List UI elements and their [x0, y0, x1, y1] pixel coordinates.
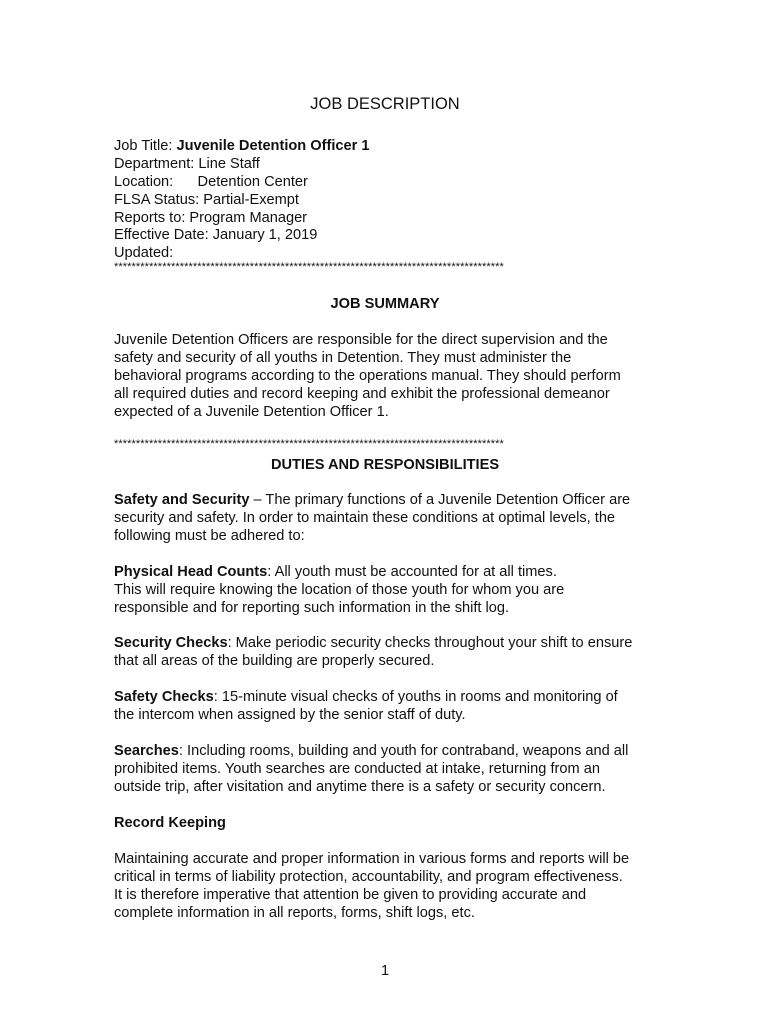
summary-line: Juvenile Detention Officers are responsible for the direct supervision and the: [114, 332, 608, 348]
job-header-block: [114, 137, 674, 262]
location-line: Location: Detention Center: [114, 173, 308, 190]
record-keeping-line: Maintaining accurate and proper information in various forms and reports will be: [114, 851, 630, 867]
safety-checks-line: [114, 688, 674, 706]
record-keeping-heading: Record Keeping: [114, 815, 226, 831]
reports-to-line: Reports to: Program Manager: [114, 209, 308, 226]
searches-label: Searches: [114, 743, 179, 759]
safety-security-line: [114, 491, 674, 509]
department-line: Department: Line Staff: [114, 155, 260, 172]
searches-line: [114, 742, 674, 760]
security-checks-label: Security Checks: [114, 635, 228, 651]
job-title-line: [114, 137, 674, 155]
head-counts-line: responsible and for reporting such information in the shift log.: [114, 600, 510, 616]
page-number: 1: [380, 963, 390, 979]
updated-line: Updated:: [114, 245, 174, 262]
job-title-label: Job Title:: [114, 138, 177, 154]
summary-line: safety and security of all youths in Detention. They must administer the: [114, 350, 572, 366]
searches-line: prohibited items. Youth searches are conducted at intake, returning from an: [114, 761, 600, 777]
head-counts-label: Physical Head Counts: [114, 564, 268, 580]
safety-checks-line: the intercom when assigned by the senior staff of duty.: [114, 707, 466, 723]
security-checks-line: [114, 634, 674, 652]
head-counts-paragraph: [114, 563, 674, 617]
flsa-status-line: FLSA Status: Partial-Exempt: [114, 191, 299, 208]
summary-line: expected of a Juvenile Detention Officer 1.: [114, 404, 389, 420]
safety-security-label: Safety and Security: [114, 492, 250, 508]
head-counts-text: : All youth must be accounted for at all times.: [267, 564, 557, 580]
safety-security-line: following must be adhered to:: [114, 528, 305, 544]
record-keeping-line: It is therefore imperative that attention be given to providing accurate and: [114, 887, 587, 903]
security-checks-paragraph: [114, 634, 674, 670]
effective-date-line: Effective Date: January 1, 2019: [114, 227, 318, 244]
security-checks-line: that all areas of the building are properly secured.: [114, 653, 435, 669]
searches-text: : Including rooms, building and youth for contraband, weapons and all: [178, 743, 629, 759]
head-counts-line: This will require knowing the location of those youth for whom you are: [114, 582, 565, 598]
searches-paragraph: [114, 742, 674, 796]
safety-checks-label: Safety Checks: [114, 689, 214, 705]
security-checks-text: : Make periodic security checks throughout your shift to ensure: [227, 635, 633, 651]
summary-line: all required duties and record keeping and exhibit the professional demeanor: [114, 386, 610, 402]
safety-checks-text: : 15-minute visual checks of youths in rooms and monitoring of: [213, 689, 618, 705]
safety-security-paragraph: [114, 491, 674, 545]
duties-heading: DUTIES AND RESPONSIBILITIES: [270, 457, 500, 473]
record-keeping-line: critical in terms of liability protection, accountability, and program effectiveness.: [114, 869, 623, 885]
job-summary-paragraph: [114, 331, 674, 421]
separator-line-top: *****************************************************************************************: [114, 261, 504, 273]
document-title: JOB DESCRIPTION: [310, 95, 460, 113]
record-keeping-line: complete information in all reports, forms, shift logs, etc.: [114, 905, 475, 921]
job-title-value: Juvenile Detention Officer 1: [176, 138, 370, 154]
separator-line-bottom: *****************************************************************************************: [114, 438, 504, 450]
head-counts-line: [114, 563, 674, 581]
searches-line: outside trip, after visitation and anytime there is a safety or security concern.: [114, 779, 606, 795]
safety-security-line: security and safety. In order to maintain these conditions at optimal levels, the: [114, 510, 616, 526]
job-summary-heading: JOB SUMMARY: [330, 296, 440, 312]
summary-line: behavioral programs according to the operations manual. They should perform: [114, 368, 621, 384]
safety-security-text: – The primary functions of a Juvenile Detention Officer are: [249, 492, 631, 508]
record-keeping-paragraph: [114, 850, 674, 922]
safety-checks-paragraph: [114, 688, 674, 724]
